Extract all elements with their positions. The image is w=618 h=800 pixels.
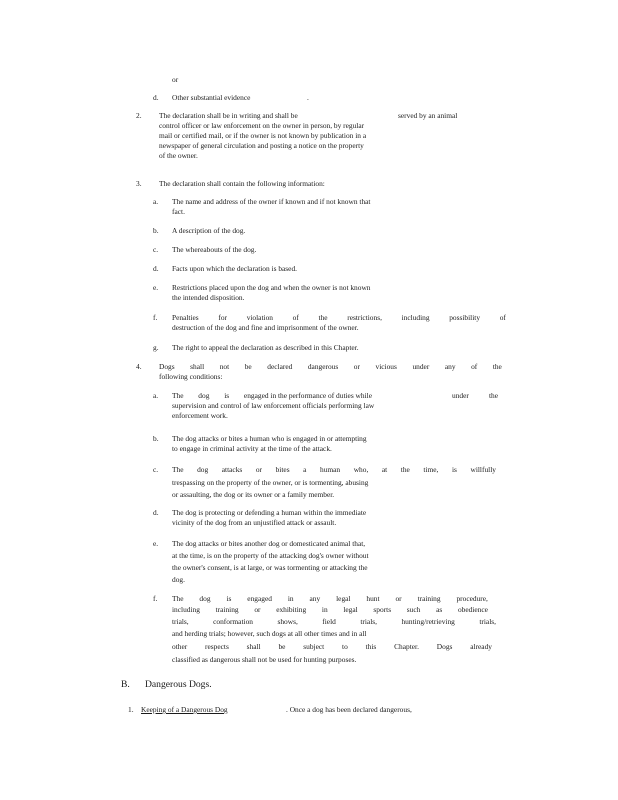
list-item-text: The dog attacks or bites a human who is engaged in or attempting [172, 434, 367, 443]
paragraph-line: of the owner. [159, 151, 198, 160]
list-label: e. [153, 539, 159, 548]
list-label: a. [153, 197, 159, 206]
list-label: e. [153, 283, 159, 292]
section-heading: Dangerous Dogs. [145, 679, 212, 690]
list-item-text: The dog attacks or bites another dog or domesticated animal that, [172, 539, 366, 548]
paragraph-number: 3. [136, 179, 142, 188]
word: possibility [449, 313, 481, 322]
list-item-text: Restrictions placed upon the dog and when the owner is not known [172, 283, 371, 292]
word: including [172, 605, 200, 614]
list-item-text: trespassing on the property of the owner, or is tormenting, abusing [172, 478, 369, 487]
word: dog [199, 594, 211, 603]
word: or [395, 594, 402, 603]
list-label: b. [153, 226, 159, 235]
paragraph-line: . Once a dog has been declared dangerous, [286, 705, 412, 714]
word: subject [303, 642, 325, 651]
word: other [172, 642, 188, 651]
justified-line [172, 391, 372, 400]
word: The [172, 391, 184, 400]
word: a [303, 465, 307, 474]
list-item-text: supervision and control of law enforcement officials performing law [172, 401, 375, 410]
word: declared [267, 362, 293, 371]
word: for [218, 313, 227, 322]
word: shows, [277, 617, 298, 626]
list-item-text: and herding trials; however, such dogs at all other times and in all [172, 629, 367, 638]
list-item-text: enforcement work. [172, 411, 228, 420]
word: or [255, 465, 263, 474]
word: hunt [366, 594, 380, 603]
word: Dogs [436, 642, 453, 651]
word: human [320, 465, 341, 474]
list-item-text: at the time, is on the property of the attacking dog's owner without [172, 551, 369, 560]
word: any [309, 594, 321, 603]
word: is [224, 391, 230, 400]
list-item-text: Facts upon which the declaration is based. [172, 264, 297, 273]
list-item-text: The right to appeal the declaration as described in this Chapter. [172, 343, 359, 352]
list-item-text: The whereabouts of the dog. [172, 245, 257, 254]
word: any [444, 362, 456, 371]
word: obedience [457, 605, 488, 614]
word: or [353, 362, 360, 371]
paragraph-intro: The declaration shall contain the following information: [159, 179, 325, 188]
word: dangerous [307, 362, 339, 371]
word: shall [190, 362, 205, 371]
word: hunting/retrieving [401, 617, 455, 626]
word: the [492, 362, 502, 371]
word: this [365, 642, 377, 651]
word: of [499, 313, 506, 322]
word: as [436, 605, 443, 614]
list-label: d. [153, 264, 159, 273]
paragraph-line: following conditions: [159, 372, 223, 381]
word: already [470, 642, 492, 651]
list-label: g. [153, 343, 159, 352]
word: trials, [360, 617, 377, 626]
word: The [172, 465, 184, 474]
word: training [215, 605, 239, 614]
word: vicious [375, 362, 397, 371]
word: such [406, 605, 421, 614]
word: be [278, 642, 286, 651]
paragraph-number: 2. [136, 111, 142, 120]
word: the [488, 391, 498, 400]
paragraph-line: mail or certified mail, or if the owner is not known by publication in a [159, 131, 367, 140]
word: Dogs [159, 362, 175, 371]
paragraph-line: The declaration shall be in writing and shall be [159, 111, 298, 120]
list-item-text: dog. [172, 575, 185, 584]
word: legal [336, 594, 351, 603]
word: engaged [247, 594, 272, 603]
list-item-text: The name and address of the owner if known and if not known that [172, 197, 371, 206]
word: Chapter. [394, 642, 419, 651]
word: willfully [470, 465, 496, 474]
justified-line [159, 362, 502, 371]
list-item-text: The dog is protecting or defending a human within the immediate [172, 508, 367, 517]
list-item-text: or assaulting, the dog or its owner or a family member. [172, 490, 335, 499]
word: time, [423, 465, 439, 474]
justified-line [172, 313, 506, 322]
trailing-period: . [307, 93, 309, 102]
word: shall [246, 642, 261, 651]
paragraph-line: control officer or law enforcement on the owner in person, by regular [159, 121, 365, 130]
word: be [244, 362, 252, 371]
list-item-text: destruction of the dog and fine and imprisonment of the owner. [172, 323, 359, 332]
list-item-text: the owner's consent, is at large, or was tormenting or attacking the [172, 563, 368, 572]
word: the [400, 465, 410, 474]
word: not [219, 362, 230, 371]
word: dog [198, 391, 210, 400]
paragraph-number: 1. [128, 705, 134, 714]
list-label: c. [153, 465, 159, 474]
word: at [381, 465, 388, 474]
word: field [322, 617, 336, 626]
word: trials, [172, 617, 189, 626]
word: The [172, 594, 184, 603]
justified-line [172, 594, 488, 603]
word: dog [197, 465, 209, 474]
list-item-text: A description of the dog. [172, 226, 246, 235]
word: the [318, 313, 328, 322]
list-item-text: classified as dangerous shall not be used for hunting purposes. [172, 655, 357, 664]
word: of [471, 362, 478, 371]
word: of [292, 313, 299, 322]
word: who, [353, 465, 369, 474]
word: Penalties [172, 313, 199, 322]
word: respects [205, 642, 229, 651]
list-label: f. [153, 313, 158, 322]
list-item-text: Other substantial evidence [172, 93, 251, 102]
list-item-text: to engage in criminal activity at the time of the attack. [172, 444, 332, 453]
continuation-text: or [172, 75, 179, 84]
list-label: d. [153, 508, 159, 517]
justified-line [172, 642, 492, 651]
word: bites [275, 465, 290, 474]
list-label: c. [153, 245, 159, 254]
word: in [321, 605, 328, 614]
word: trials, [479, 617, 496, 626]
word: exhibiting [276, 605, 307, 614]
justified-line [172, 617, 496, 626]
paragraph-number: 4. [136, 362, 142, 371]
word: including [401, 313, 430, 322]
word: restrictions, [347, 313, 382, 322]
word: engaged in the performance of duties while [243, 391, 372, 400]
word: is [451, 465, 457, 474]
justified-line [172, 465, 496, 474]
justified-line [172, 605, 488, 614]
word: sports [373, 605, 392, 614]
word: procedure, [456, 594, 488, 603]
word: conformation [213, 617, 253, 626]
list-label: a. [153, 391, 159, 400]
paragraph-line: newspaper of general circulation and posting a notice on the property [159, 141, 364, 150]
list-item-text: the intended disposition. [172, 293, 245, 302]
list-item-text: vicinity of the dog from an unjustified attack or assault. [172, 518, 337, 527]
list-label: b. [153, 434, 159, 443]
word: under [412, 362, 430, 371]
paragraph-line-right: served by an animal [398, 111, 458, 120]
paragraph-title: Keeping of a Dangerous Dog [141, 705, 228, 714]
word: attacks [221, 465, 243, 474]
list-item-text: fact. [172, 207, 185, 216]
list-label: d. [153, 93, 159, 102]
word: or [254, 605, 261, 614]
word: is [226, 594, 232, 603]
word: legal [343, 605, 358, 614]
word: violation [246, 313, 273, 322]
word: to [342, 642, 348, 651]
justified-line [452, 391, 498, 400]
word: in [287, 594, 294, 603]
section-label: B. [121, 679, 130, 690]
word: under [452, 391, 469, 400]
word: training [417, 594, 441, 603]
list-label: f. [153, 594, 158, 603]
